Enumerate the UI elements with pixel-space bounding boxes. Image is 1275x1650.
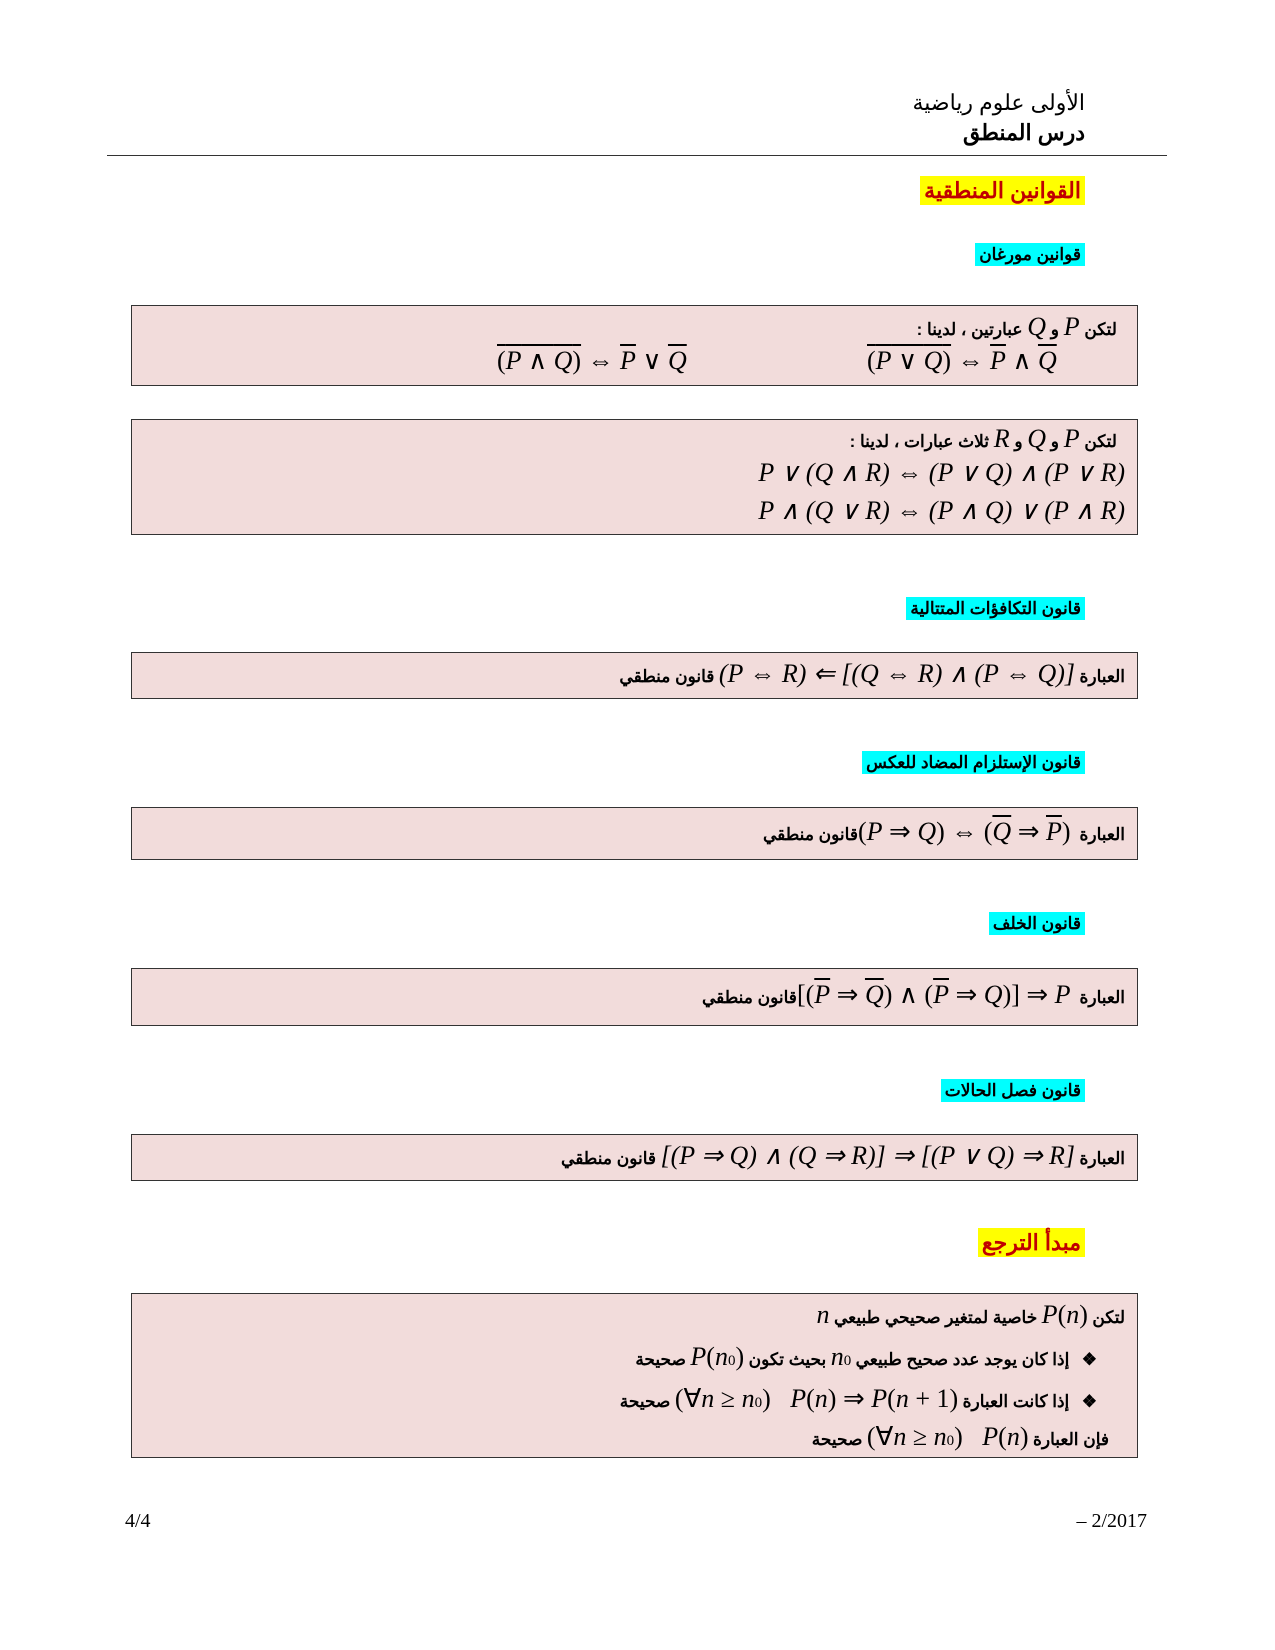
bullet-diamond-icon: ❖	[1081, 1392, 1097, 1411]
distributive-box	[131, 419, 1138, 535]
demorgan-formula-2: (P ∧ Q) ⇔ $\overline{P}$ ∨ $\overline{Q}$	[497, 346, 687, 375]
cases-formula: [(P ⇒ Q) ∧ (Q ⇒ R)] ⇒ [(P ∨ Q) ⇒ R]	[660, 1141, 1076, 1170]
transitivity-title: قانون التكافؤات المتتالية	[906, 599, 1085, 619]
section-title-logic-laws: القوانين المنطقية	[920, 178, 1085, 204]
transitivity-formula: (P ⇔ R) ⇐ [(Q ⇔ R) ∧ (P ⇔ Q)]	[718, 659, 1076, 688]
demorgan-box	[131, 305, 1138, 386]
demorgan-formula-1: (P ∨ Q) ⇔ $\overline{P}$ ∧ $\overline{Q}$	[867, 346, 1057, 375]
absurd-title: قانون الخلف	[989, 914, 1085, 934]
absurd-suffix: قانون منطقي	[701, 988, 797, 1007]
induction-conclusion: فإن العبارة (∀n ≥ n0) P(n) صحيحة	[811, 1422, 1109, 1451]
absurd-formula: [($\overline{P}$ ⇒ $\overline{Q}$) ∧ ($\overline{P}$ ⇒ Q)] ⇒ P	[796, 980, 1071, 1009]
induction-title: مبدأ الترجع	[978, 1230, 1085, 1256]
transitivity-prefix: العبارة	[1079, 667, 1125, 686]
distributive-intro: لتكن P و Q و R ثلاث عبارات ، لدينا :	[849, 424, 1117, 453]
induction-box	[131, 1293, 1138, 1458]
page-number: 4/4	[125, 1510, 151, 1532]
contrapositive-prefix: العبارة	[1079, 825, 1125, 844]
contrapositive-suffix: قانون منطقي	[762, 825, 858, 844]
distributive-formula-1: P ∨ (Q ∧ R) ⇔ (P ∨ Q) ∧ (P ∨ R)	[758, 458, 1125, 487]
footer-year: – 2/2017	[1076, 1510, 1147, 1532]
contrapositive-title: قانون الإستلزام المضاد للعكس	[862, 753, 1085, 773]
contrapositive-box	[131, 807, 1138, 860]
cases-prefix: العبارة	[1079, 1149, 1125, 1168]
header-divider	[107, 155, 1167, 156]
distributive-formula-2: P ∧ (Q ∨ R) ⇔ (P ∧ Q) ∨ (P ∧ R)	[758, 496, 1125, 525]
absurd-prefix: العبارة	[1079, 988, 1125, 1007]
induction-bullet-2: ❖ إذا كانت العبارة (∀n ≥ n0) P(n) ⇒ P(n + 1) صحيحة	[619, 1384, 1097, 1413]
demorgan-title: قوانين مورغان	[975, 245, 1085, 265]
document-subtitle: الأولى علوم رياضية	[912, 90, 1085, 115]
absurd-box	[131, 968, 1138, 1026]
transitivity-suffix: قانون منطقي	[619, 667, 715, 686]
demorgan-intro: لتكن P و Q عبارتين ، لدينا :	[916, 312, 1117, 341]
cases-suffix: قانون منطقي	[561, 1149, 657, 1168]
bullet-diamond-icon: ❖	[1081, 1350, 1097, 1369]
induction-intro: لتكن P(n) خاصية لمتغير صحيحي طبيعي n	[816, 1300, 1125, 1329]
transitivity-box	[131, 652, 1138, 699]
induction-bullet-1: ❖ إذا كان يوجد عدد صحيح طبيعي n0 بحيث تكون P(n0) صحيحة	[635, 1342, 1097, 1371]
cases-title: قانون فصل الحالات	[941, 1081, 1085, 1101]
document-title: درس المنطق	[963, 120, 1085, 145]
cases-box	[131, 1134, 1138, 1181]
contrapositive-formula: (P ⇒ Q) ⇔ ($\overline{Q}$ ⇒ $\overline{P}$)	[857, 817, 1071, 846]
